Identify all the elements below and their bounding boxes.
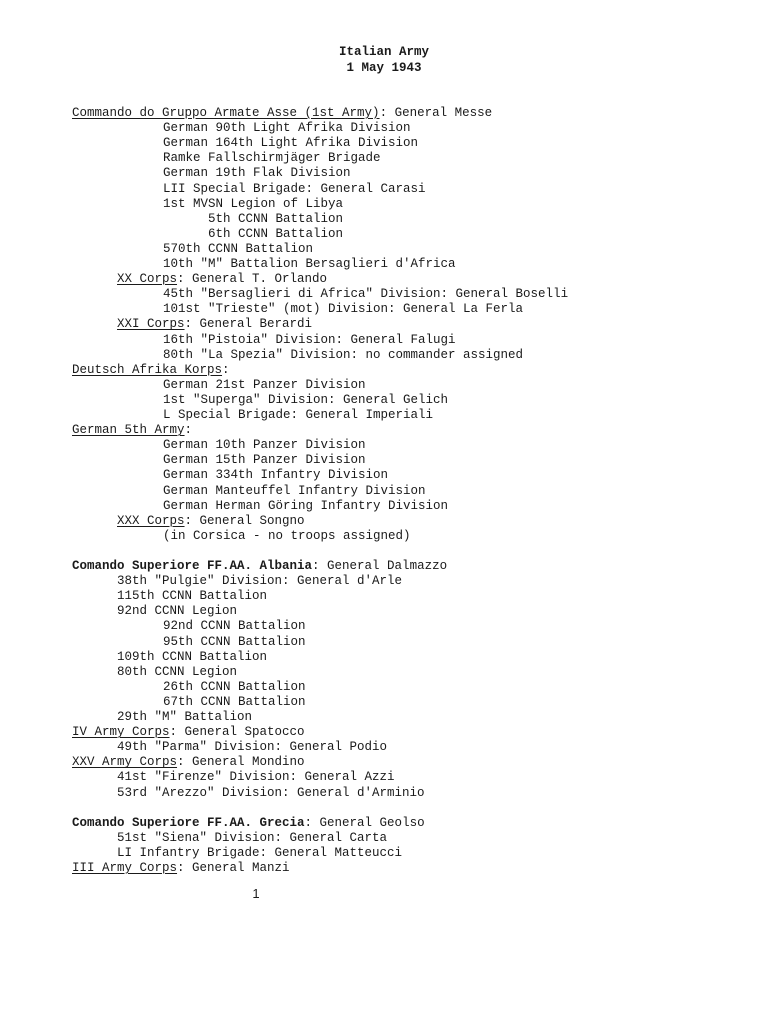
list-line: Ramke Fallschirmjäger Brigade [163, 151, 381, 166]
unit-heading: German 5th Army [72, 423, 185, 438]
list-line: 6th CCNN Battalion [208, 226, 344, 241]
list-line [72, 755, 305, 770]
unit-heading: XXI Corps [117, 317, 185, 332]
list-line [117, 514, 305, 529]
list-line: German 90th Light Afrika Division [163, 121, 411, 136]
list-line: 26th CCNN Battalion [163, 679, 306, 694]
unit-heading: Deutsch Afrika Korps [72, 362, 223, 377]
list-line [72, 363, 230, 378]
list-line: LI Infantry Brigade: General Matteucci [117, 845, 403, 860]
unit-heading: Comando Superiore FF.AA. Albania [72, 559, 313, 573]
list-line [72, 106, 492, 121]
list-line: 80th CCNN Legion [117, 664, 238, 679]
list-line: 115th CCNN Battalion [117, 589, 268, 604]
document-title: Italian Army [338, 45, 429, 59]
unit-heading: XXX Corps [117, 513, 185, 528]
list-line [117, 317, 312, 332]
list-line: 53rd "Arezzo" Division: General d'Arminio [117, 785, 425, 800]
list-line: (in Corsica - no troops assigned) [163, 528, 411, 543]
list-line: 95th CCNN Battalion [163, 634, 306, 649]
unit-commander: : [222, 362, 230, 377]
list-line: German 21st Panzer Division [163, 377, 366, 392]
list-line: L Special Brigade: General Imperiali [163, 408, 434, 422]
unit-commander: : [184, 423, 193, 438]
page-number: 1 [252, 886, 260, 901]
list-line: German 15th Panzer Division [163, 453, 366, 468]
list-line: 67th CCNN Battalion [163, 694, 306, 709]
list-line: LII Special Brigade: General Carasi [163, 181, 426, 196]
list-line [72, 559, 447, 574]
list-line: German Herman Göring Infantry Division [163, 498, 449, 513]
list-line [72, 423, 192, 438]
unit-heading: XXV Army Corps [72, 755, 178, 770]
list-line: 51st "Siena" Division: General Carta [117, 830, 388, 845]
document-date: 1 May 1943 [346, 61, 422, 75]
unit-commander: : General Dalmazzo [312, 559, 448, 573]
unit-commander: : General Berardi [184, 317, 313, 332]
list-line [72, 816, 425, 831]
list-line: 1st "Superga" Division: General Gelich [163, 392, 449, 407]
unit-heading: Comando Superiore FF.AA. Grecia [72, 815, 305, 830]
list-line: 29th "M" Battalion [117, 710, 253, 724]
unit-heading: III Army Corps [72, 861, 178, 875]
list-line: 16th "Pistoia" Division: General Falugi [163, 332, 456, 347]
list-line: 5th CCNN Battalion [208, 211, 344, 226]
unit-commander: : General Messe [379, 106, 493, 120]
unit-heading: XX Corps [117, 272, 178, 287]
unit-heading: IV Army Corps [72, 725, 170, 740]
list-line: 10th "M" Battalion Bersaglieri d'Africa [163, 257, 456, 271]
list-line: 45th "Bersaglieri di Africa" Division: General Boselli [163, 287, 569, 302]
list-line: 570th CCNN Battalion [163, 241, 314, 256]
unit-heading: Commando do Gruppo Armate Asse (1st Army) [72, 106, 380, 120]
list-line: German Manteuffel Infantry Division [163, 483, 426, 498]
list-line: 1st MVSN Legion of Libya [163, 196, 344, 211]
list-line [72, 725, 305, 740]
list-line: 101st "Trieste" (mot) Division: General La Ferla [163, 302, 524, 317]
list-line: 41st "Firenze" Division: General Azzi [117, 770, 395, 785]
unit-commander: : General Spatocco [169, 725, 305, 740]
unit-commander: : General Manzi [177, 861, 290, 875]
list-line: 109th CCNN Battalion [117, 649, 268, 664]
unit-commander: : General Geolso [304, 815, 425, 830]
list-line: 80th "La Spezia" Division: no commander assigned [163, 347, 524, 362]
list-line: German 334th Infantry Division [163, 468, 389, 483]
list-line [72, 861, 290, 876]
list-line: 92nd CCNN Legion [117, 604, 238, 619]
unit-commander: : General T. Orlando [177, 272, 328, 287]
list-line: 92nd CCNN Battalion [163, 619, 306, 634]
list-line: 49th "Parma" Division: General Podio [117, 740, 388, 755]
list-line: German 10th Panzer Division [163, 438, 366, 453]
unit-commander: : General Mondino [177, 755, 305, 770]
list-line [117, 272, 327, 287]
list-line: German 164th Light Afrika Division [163, 136, 419, 151]
unit-commander: : General Songno [184, 513, 305, 528]
list-line: German 19th Flak Division [163, 166, 351, 181]
list-line: 38th "Pulgie" Division: General d'Arle [117, 574, 403, 589]
